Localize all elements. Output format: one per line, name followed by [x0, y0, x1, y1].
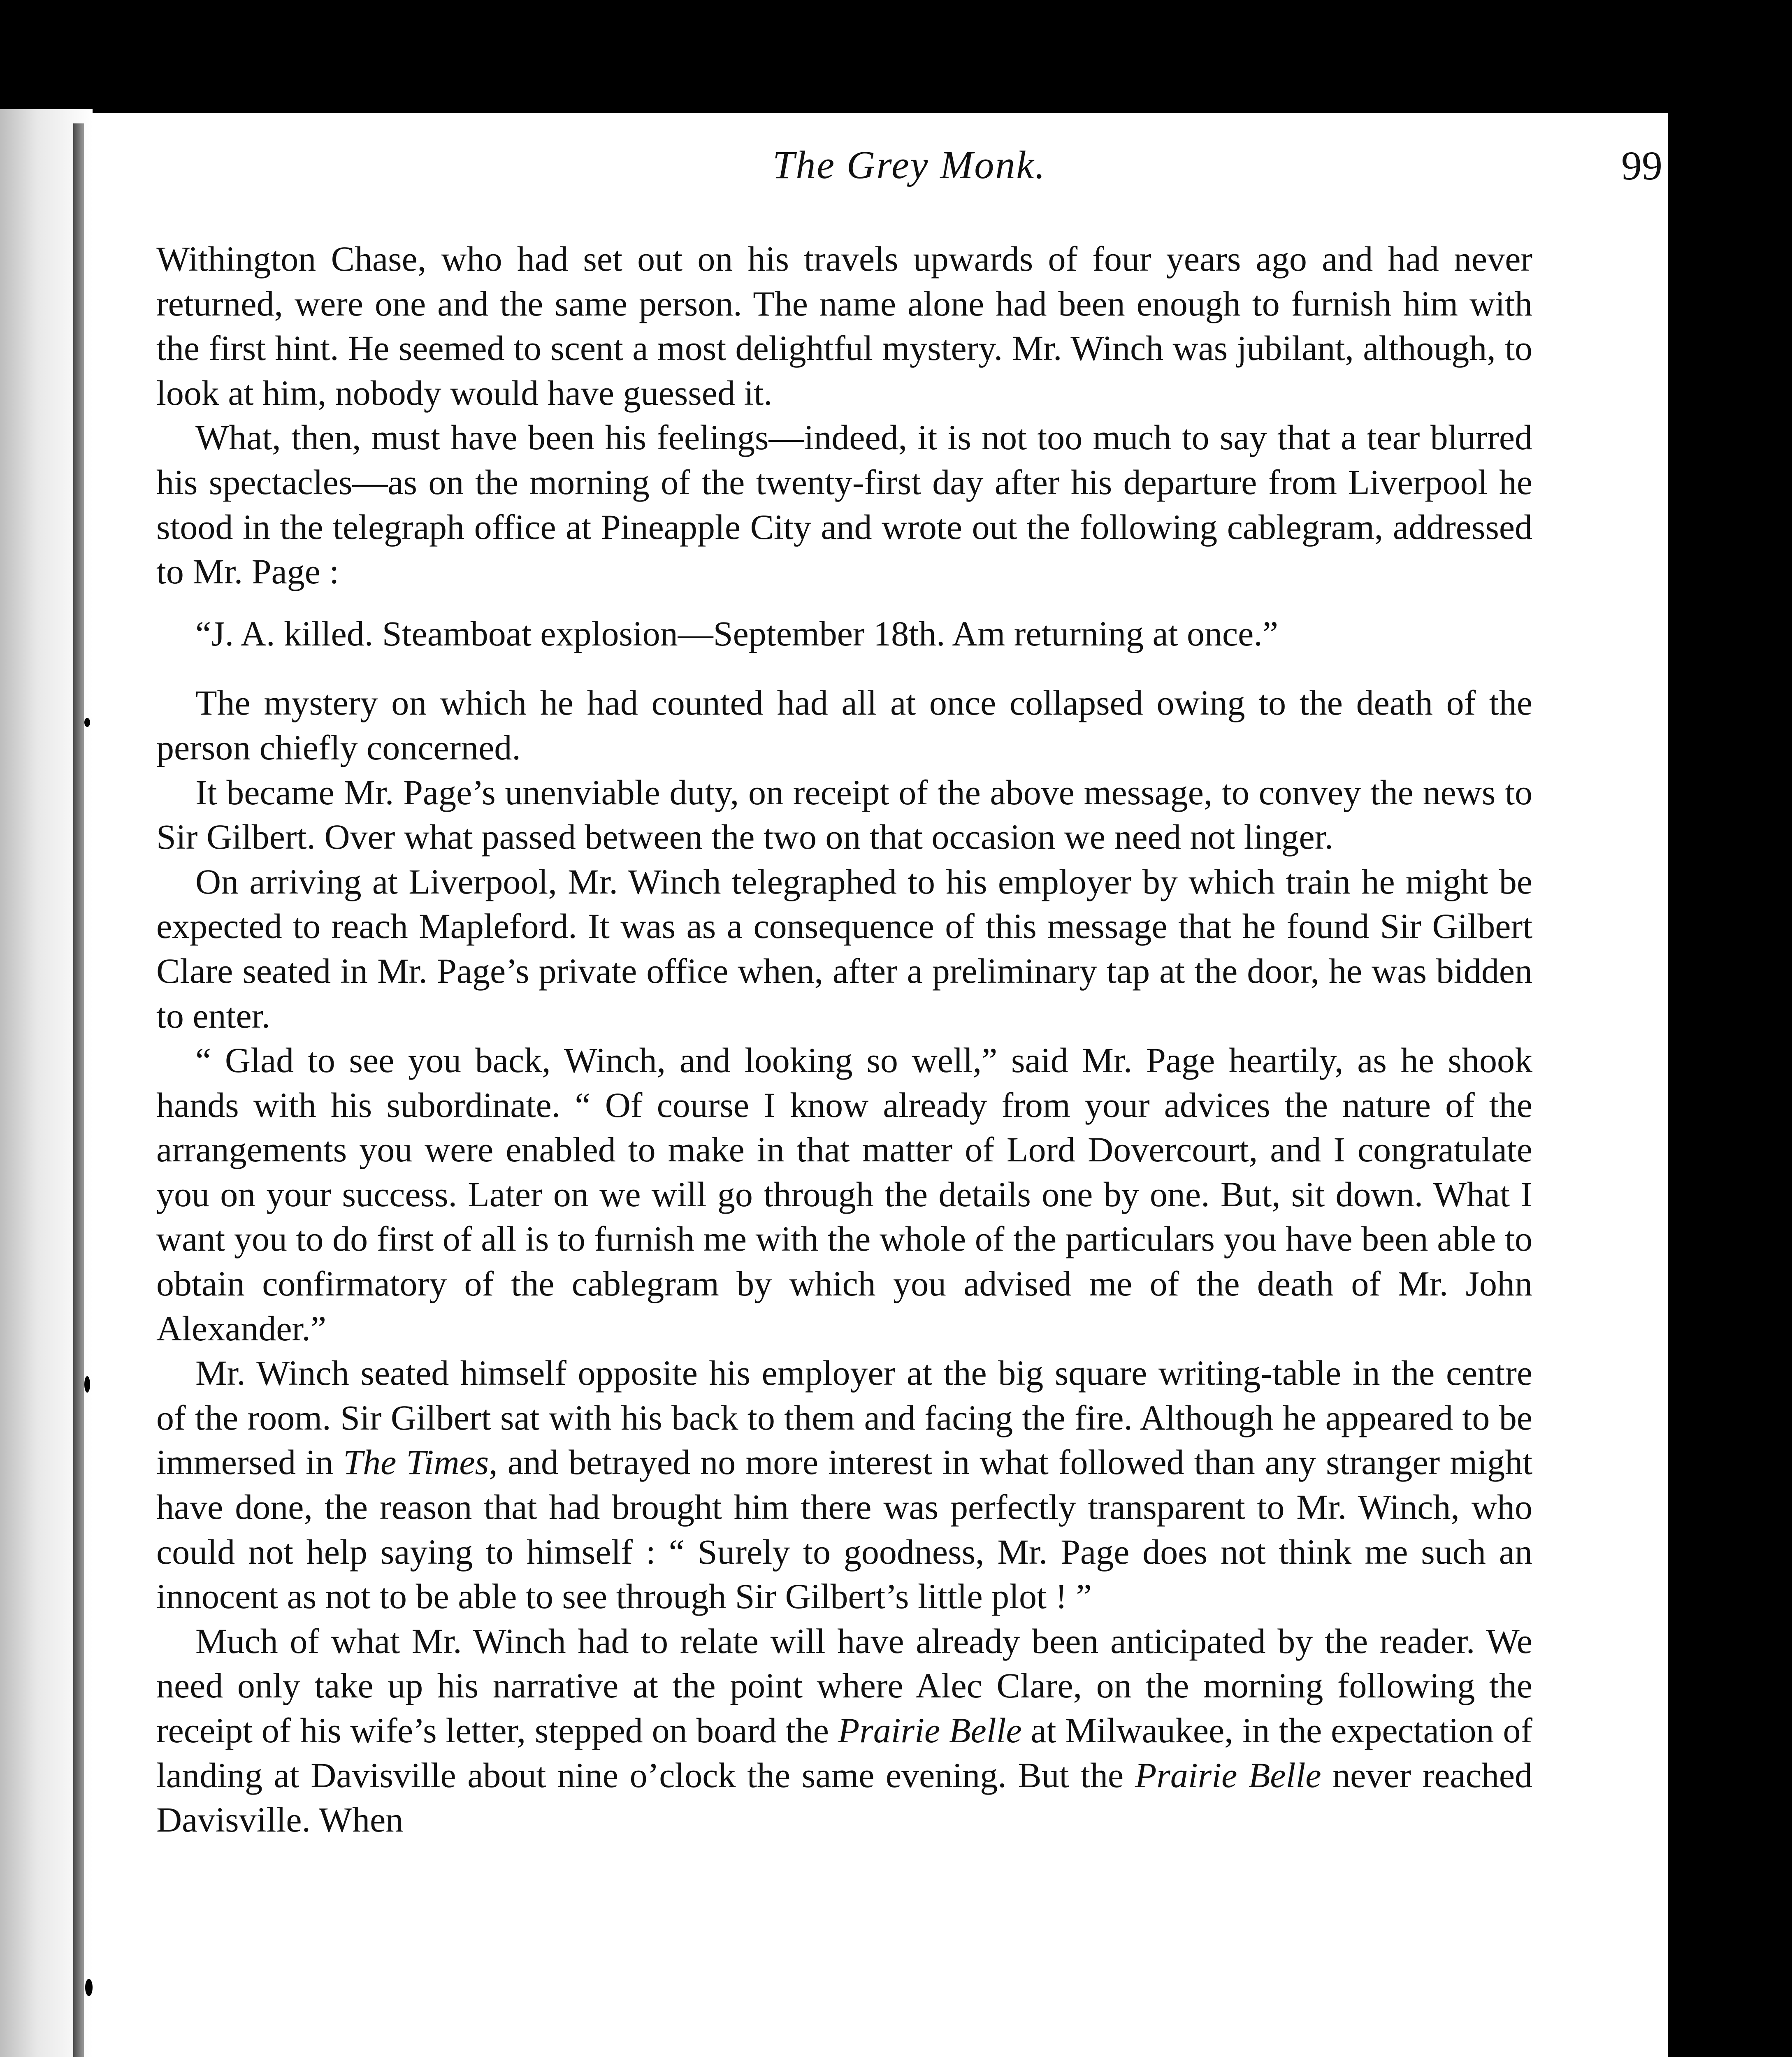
text-run: , and betrayed no more interest in what followed than any stranger might have done, the reason that had brought him there was perfectly transparent to Mr. Winch, who could not help saying to himself : “ Surely to goodness, Mr. Page does not think me such an innocent as not to be able to see through Sir Gilbert’s little plot ! ”: [156, 1442, 1532, 1616]
paragraph: What, then, must have been his feelings—indeed, it is not too much to say that a tear blurred his spectacles—as on the morning of the twenty-first day after his departure from Liverpool he stood in the telegraph office at Pineapple City and wrote out the following cablegram, addressed to Mr. Page :: [156, 418, 1532, 592]
running-title: The Grey Monk.: [773, 143, 1046, 187]
margin-speck: [84, 718, 90, 727]
italic-title: The Times: [343, 1442, 489, 1482]
text-run: at Milwaukee, in the expectation of landing at Davisville about nine o’clock the same evening. But the: [156, 1711, 1532, 1795]
margin-speck: [85, 1979, 93, 1996]
paragraph: The mystery on which he had counted had all at once collapsed owing to the death of the person chiefly concerned.: [156, 683, 1532, 767]
paragraph: [156, 1351, 1532, 1619]
text-run: Mr. Winch seated himself opposite his employer at the big square writing-table in the centre of the room. Sir Gilbert sat with his back to them and facing the fire. Although he appeared to be immersed in: [156, 1353, 1532, 1482]
paragraph: “ Glad to see you back, Winch, and looking so well,” said Mr. Page heartily, as he shook hands with his subordinate. “ Of course I know already from your advices the nature of the arrangements you were enabled to make in that matter of Lord Dovercourt, and I congratulate you on your success. Later on we will go through the details one by one. But, sit down. What I want you to do first of all is to furnish me with the whole of the particulars you have been able to obtain confirmatory of the cablegram by which you advised me of the death of Mr. John Alexander.”: [156, 1040, 1532, 1348]
paragraph: On arriving at Liverpool, Mr. Winch telegraphed to his employer by which train he might be expected to reach Mapleford. It was as a consequence of this message that he found Sir Gilbert Clare seated in Mr. Page’s private office when, after a preliminary tap at the door, he was bidden to enter.: [156, 861, 1532, 1035]
page-number: 99: [1621, 143, 1662, 188]
italic-title: Prairie Belle: [838, 1711, 1022, 1750]
page-body: [156, 237, 1532, 1842]
cablegram-quote: “J. A. killed. Steamboat explosion—September 18th. Am returning at once.”: [195, 613, 1279, 653]
running-header: [156, 142, 1662, 204]
italic-title: Prairie Belle: [1135, 1755, 1321, 1795]
facing-page-gutter-shadow: [73, 123, 84, 2057]
paragraph: It became Mr. Page’s unenviable duty, on receipt of the above message, to convey the news to Sir Gilbert. Over what passed between the two on that occasion we need not linger.: [156, 772, 1532, 857]
paragraph: [156, 1619, 1532, 1842]
text-run: never reached Davisville. When: [156, 1755, 1532, 1840]
text-run: Much of what Mr. Winch had to relate will have already been anticipated by the reader. We need only take up his narrative at the point where Alec Clare, on the morning following the receipt of his wife’s letter, stepped on board the: [156, 1621, 1532, 1750]
margin-speck: [84, 1376, 90, 1393]
paragraph: Withington Chase, who had set out on his travels upwards of four years ago and had never returned, were one and the same person. The name alone had been enough to furnish him with the first hint. He seemed to scent a most delightful mystery. Mr. Winch was jubilant, although, to look at him, nobody would have guessed it.: [156, 239, 1532, 413]
